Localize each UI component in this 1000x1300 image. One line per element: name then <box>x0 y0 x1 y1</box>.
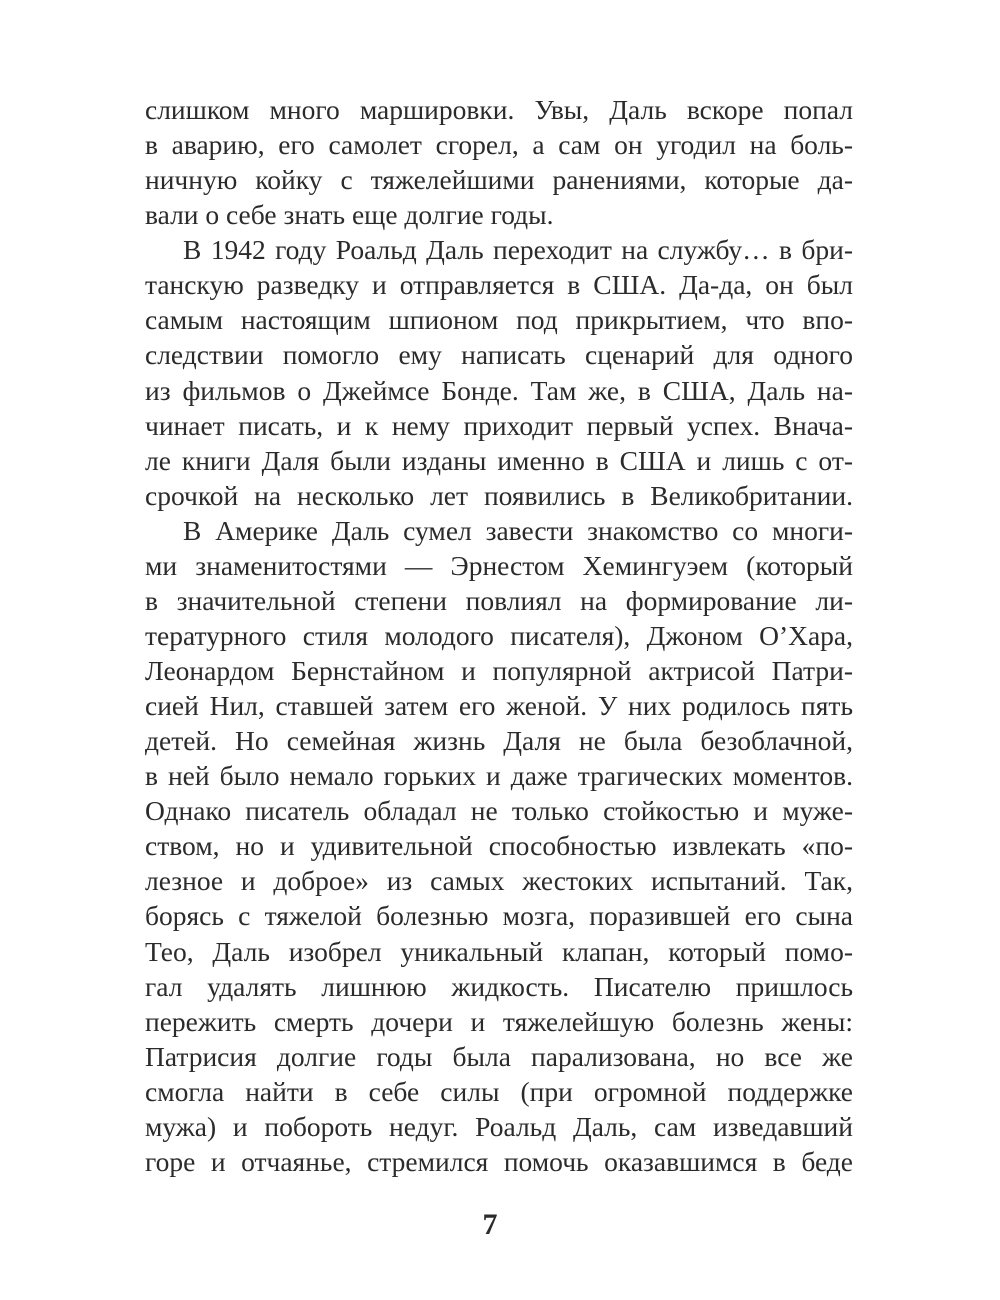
text-line: в ней было немало горьких и даже трагических моментов. <box>145 760 853 792</box>
text-line: мужа) и побороть недуг. Роальд Даль, сам изведавший <box>145 1110 853 1142</box>
text-line: лезное и доброе» из самых жестоких испытаний. Так, <box>145 865 853 897</box>
text-line: Леонардом Бернстайном и популярной актрисой Патри- <box>145 655 853 686</box>
text-line: ничную койку с тяжелейшими ранениями, которые да- <box>145 164 853 196</box>
paragraph-start-line: В Америке Даль сумел завести знакомство со многи- <box>183 514 853 546</box>
text-line: гал удалять лишнюю жидкость. Писателю пришлось <box>145 970 853 1002</box>
text-line: тературного стиля молодого писателя), Джоном О’Хара, <box>145 619 853 651</box>
text-line: ством, но и удивительной способностью извлекать «по- <box>145 830 853 862</box>
text-line: горе и отчаянье, стремился помочь оказавшимся в беде <box>145 1145 853 1177</box>
text-line: ле книги Даля были изданы именно в США и лишь с от- <box>145 444 853 476</box>
paragraph-start-line: В 1942 году Роальд Даль переходит на службу… в бри- <box>183 234 853 266</box>
text-line: танскую разведку и отправляется в США. Да-да, он был <box>145 269 853 301</box>
text-line: слишком много маршировки. Увы, Даль вскоре попал <box>145 94 853 125</box>
text-line: детей. Но семейная жизнь Даля не была безоблачной, <box>145 725 853 757</box>
text-line: вали о себе знать еще долгие годы. <box>145 199 554 231</box>
text-line: срочкой на несколько лет появились в Великобритании. <box>145 479 853 511</box>
text-line: Однако писатель обладал не только стойкостью и муже- <box>145 795 853 827</box>
text-line: самым настоящим шпионом под прикрытием, что впо- <box>145 304 853 336</box>
text-line: борясь с тяжелой болезнью мозга, поразившей его сына <box>145 900 853 932</box>
text-line: Тео, Даль изобрел уникальный клапан, который помо- <box>145 935 853 967</box>
text-line: ми знаменитостями — Эрнестом Хемингуэем (который <box>145 549 853 581</box>
text-line: из фильмов о Джеймсе Бонде. Там же, в США, Даль на- <box>145 374 853 406</box>
text-line: пережить смерть дочери и тяжелейшую болезнь жены: <box>145 1005 853 1037</box>
text-line: сией Нил, ставшей затем его женой. У них родилось пять <box>145 690 853 722</box>
page-number: 7 <box>482 1208 498 1241</box>
text-line: Патрисия долгие годы была парализована, но все же <box>145 1040 853 1072</box>
text-line: в значительной степени повлиял на формирование ли- <box>145 584 853 616</box>
text-line: в аварию, его самолет сгорел, а сам он угодил на боль- <box>145 129 853 161</box>
text-line: смогла найти в себе силы (при огромной поддержке <box>145 1075 853 1107</box>
body-text <box>145 92 853 1179</box>
text-line: чинает писать, и к нему приходит первый успех. Внача- <box>145 409 853 441</box>
text-line: следствии помогло ему написать сценарий для одного <box>145 339 853 371</box>
